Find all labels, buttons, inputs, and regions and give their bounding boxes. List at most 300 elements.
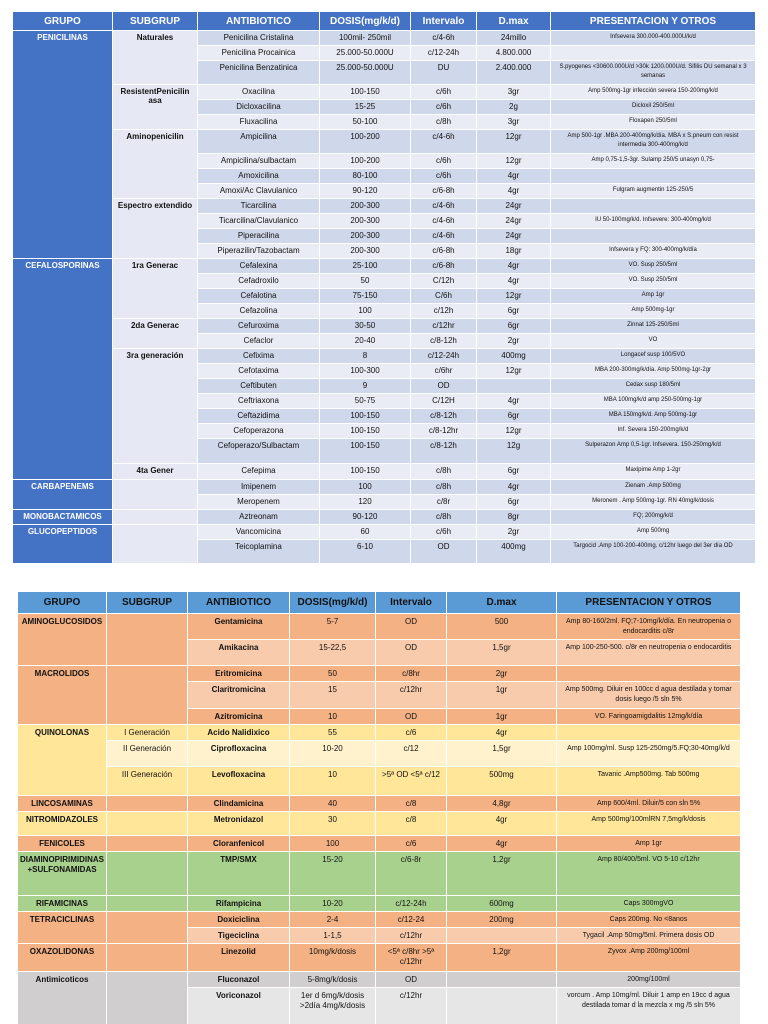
- dose: 1er d 6mg/k/dosis >2día 4mg/k/dosis: [290, 988, 376, 1024]
- max-dose: 4gr: [477, 169, 551, 184]
- dose: 100-300: [320, 364, 411, 379]
- dose: 200-300: [320, 214, 411, 229]
- subgroup-gen1: I Generación: [107, 725, 188, 741]
- max-dose: 6gr: [477, 304, 551, 319]
- presentation: Fulgram augmentin 125-250/5: [551, 184, 756, 199]
- antibiotic-name: Ticarcilina/Clavulanico: [198, 214, 320, 229]
- dose: 50-75: [320, 394, 411, 409]
- subgroup-empty: [107, 912, 188, 944]
- dose: 2-4: [290, 912, 376, 928]
- interval: c/8-12h: [411, 334, 477, 349]
- antibiotic-name: Ampicilina/sulbactam: [198, 154, 320, 169]
- interval: c/6h: [411, 169, 477, 184]
- max-dose: 18gr: [477, 244, 551, 259]
- interval: OD: [376, 640, 447, 666]
- dose: 100: [320, 304, 411, 319]
- dose: 90-120: [320, 184, 411, 199]
- dose: 50: [290, 666, 376, 682]
- table-row: [13, 480, 756, 495]
- max-dose: 600mg: [447, 896, 557, 912]
- interval: c/6h: [411, 85, 477, 100]
- header-presentacion: PRESENTACION Y OTROS: [557, 592, 741, 614]
- interval: C/12h: [411, 274, 477, 289]
- presentation: S.pyogenes <30600.000U/d >30k 1200.000U/d. Sifilis DU semanal x 3 semanas: [551, 61, 756, 85]
- presentation: VO: [551, 334, 756, 349]
- presentation: MBA 100mg/k/d amp 250-500mg-1gr: [551, 394, 756, 409]
- interval: >5ª OD <5ª c/12: [376, 767, 447, 796]
- header-grupo: GRUPO: [13, 12, 113, 31]
- presentation: Amp 1gr: [551, 289, 756, 304]
- header-dmax: D.max: [447, 592, 557, 614]
- subgroup-empty: [107, 896, 188, 912]
- antibiotic-name: Imipenem: [198, 480, 320, 495]
- dose: 40: [290, 796, 376, 812]
- interval: c/6: [376, 725, 447, 741]
- presentation: VO. Susp 250/5ml: [551, 274, 756, 289]
- presentation: IU 50-100mg/k/d. Infsevere: 300-400mg/k/d: [551, 214, 756, 229]
- presentation: [557, 725, 741, 741]
- antibiotic-name: Fluconazol: [188, 972, 290, 988]
- dose: 25.000-50.000U: [320, 46, 411, 61]
- max-dose: 2gr: [447, 666, 557, 682]
- presentation: Zinnat 125-250/5ml: [551, 319, 756, 334]
- antibiotic-name: Aztreonam: [198, 510, 320, 525]
- presentation: MBA 150mg/k/d. Amp 500mg-1gr: [551, 409, 756, 424]
- subgroup-gen1: 1ra Generac: [113, 259, 198, 319]
- presentation: [551, 169, 756, 184]
- interval: DU: [411, 61, 477, 85]
- dose: 5-8mg/k/dosis: [290, 972, 376, 988]
- interval: c/8h: [411, 115, 477, 130]
- interval: c/8hr: [376, 666, 447, 682]
- dose: 100-150: [320, 464, 411, 480]
- presentation: Amp 100-250-500. c/8r en neutropenia o endocarditis: [557, 640, 741, 666]
- header-antibiotico: ANTIBIOTICO: [188, 592, 290, 614]
- header-dosis: DOSIS(mg/k/d): [290, 592, 376, 614]
- dose: 100-200: [320, 154, 411, 169]
- antibiotic-name: Cefoperazona: [198, 424, 320, 439]
- antibiotic-name: Penicilina Cristalina: [198, 31, 320, 46]
- antibiotic-name: Meropenem: [198, 495, 320, 510]
- dose: 100-200: [320, 130, 411, 154]
- antibiotic-name: Dicloxacilina: [198, 100, 320, 115]
- max-dose: 12gr: [477, 364, 551, 379]
- interval: c/8h: [411, 480, 477, 495]
- max-dose: 6gr: [477, 495, 551, 510]
- antibiotic-name: Oxacilina: [198, 85, 320, 100]
- interval: c/12-24: [376, 912, 447, 928]
- subgroup-espectro: Espectro extendido: [113, 199, 198, 259]
- table-row: [18, 812, 741, 836]
- max-dose: [477, 379, 551, 394]
- antibiotic-name: Rifampicina: [188, 896, 290, 912]
- max-dose: 2gr: [477, 525, 551, 540]
- header-subgrup: SUBGRUP: [113, 12, 198, 31]
- header-subgrup: SUBGRUP: [107, 592, 188, 614]
- table-row: [13, 319, 756, 334]
- dose: 120: [320, 495, 411, 510]
- presentation: Caps 200mg. No <8anos: [557, 912, 741, 928]
- max-dose: 3gr: [477, 85, 551, 100]
- table-row: [18, 972, 741, 988]
- max-dose: 500: [447, 614, 557, 640]
- max-dose: 1,2gr: [447, 852, 557, 896]
- presentation: Tygacil .Amp 50mg/5ml. Primera dosis OD: [557, 928, 741, 944]
- antibiotic-name: Vancomicina: [198, 525, 320, 540]
- dose: 25.000-50.000U: [320, 61, 411, 85]
- interval: c/4-6h: [411, 214, 477, 229]
- antibiotic-name: Clindamicina: [188, 796, 290, 812]
- max-dose: 4gr: [447, 812, 557, 836]
- antibiotic-name: Cefuroxima: [198, 319, 320, 334]
- dose: 15: [290, 682, 376, 709]
- dose: 100-150: [320, 424, 411, 439]
- antibiotic-name: Ticarcilina: [198, 199, 320, 214]
- antibiotic-name: Linezolid: [188, 944, 290, 972]
- presentation: Amp 1gr: [557, 836, 741, 852]
- max-dose: 24gr: [477, 214, 551, 229]
- subgroup-gen2: 2da Generac: [113, 319, 198, 349]
- dose: 15-20: [290, 852, 376, 896]
- table-row: [13, 464, 756, 480]
- table-row: [18, 912, 741, 928]
- antibiotic-name: Tigeciclina: [188, 928, 290, 944]
- antibiotic-name: Amikacina: [188, 640, 290, 666]
- presentation: Caps 300mgVO: [557, 896, 741, 912]
- interval: c/4-6h: [411, 130, 477, 154]
- max-dose: 4gr: [477, 184, 551, 199]
- presentation: Inf. Severa 150-200mg/k/d: [551, 424, 756, 439]
- max-dose: 24millo: [477, 31, 551, 46]
- subgroup-empty: [113, 480, 198, 510]
- presentation: [557, 666, 741, 682]
- dose: 100mil- 250mil: [320, 31, 411, 46]
- table-row: [13, 31, 756, 46]
- dose: 10: [290, 709, 376, 725]
- subgroup-empty: [113, 510, 198, 525]
- group-macrolidos: MACROLIDOS: [18, 666, 107, 725]
- antibiotics-table-1: [12, 11, 756, 564]
- interval: c/6hr: [411, 364, 477, 379]
- antibiotic-name: Piperazilin/Tazobactam: [198, 244, 320, 259]
- dose: 9: [320, 379, 411, 394]
- antibiotic-name: Ceftazidima: [198, 409, 320, 424]
- table-header-row: [13, 12, 756, 31]
- presentation: MBA 200-300mg/k/día. Amp 500mg-1gr-2gr: [551, 364, 756, 379]
- dose: 8: [320, 349, 411, 364]
- table-row: [13, 510, 756, 525]
- interval: c/12hr: [376, 988, 447, 1024]
- interval: OD: [411, 379, 477, 394]
- dose: 5-7: [290, 614, 376, 640]
- antibiotic-name: Piperacilina: [198, 229, 320, 244]
- max-dose: 4gr: [477, 274, 551, 289]
- subgroup-empty: [107, 796, 188, 812]
- group-penicilinas: PENICILINAS: [13, 31, 113, 259]
- antibiotics-table-2: [17, 591, 741, 1024]
- max-dose: 6gr: [477, 319, 551, 334]
- max-dose: 1gr: [447, 709, 557, 725]
- dose: 80-100: [320, 169, 411, 184]
- presentation: [551, 46, 756, 61]
- presentation: Zyvox .Amp 200mg/100ml: [557, 944, 741, 972]
- subgroup-empty: [107, 836, 188, 852]
- interval: c/12hr: [411, 319, 477, 334]
- max-dose: 2gr: [477, 334, 551, 349]
- antibiotic-name: Metronidazol: [188, 812, 290, 836]
- presentation: Maxipime Amp 1-2gr: [551, 464, 756, 480]
- max-dose: 6gr: [477, 464, 551, 480]
- interval: OD: [376, 709, 447, 725]
- group-antimicoticos: Antimicoticos: [18, 972, 107, 1024]
- group-tetraciclinas: TETRACICLINAS: [18, 912, 107, 944]
- header-intervalo: Intervalo: [411, 12, 477, 31]
- table-row: [18, 614, 741, 640]
- presentation: Amp 500mg. Diluir en 100cc d agua destilada y tomar dosis luego /5 sln 5%: [557, 682, 741, 709]
- dose: 60: [320, 525, 411, 540]
- interval: c/6-8h: [411, 244, 477, 259]
- subgroup-empty: [107, 666, 188, 725]
- max-dose: 12g: [477, 439, 551, 464]
- dose: 20-40: [320, 334, 411, 349]
- dose: 10-20: [290, 741, 376, 767]
- dose: 30: [290, 812, 376, 836]
- interval: c/8r: [411, 495, 477, 510]
- max-dose: 12gr: [477, 289, 551, 304]
- antibiotic-name: Cefazolina: [198, 304, 320, 319]
- interval: c/8h: [411, 510, 477, 525]
- interval: c/4-6h: [411, 199, 477, 214]
- subgroup-gen3: III Generación: [107, 767, 188, 796]
- max-dose: 24gr: [477, 229, 551, 244]
- antibiotic-name: Ceftriaxona: [198, 394, 320, 409]
- presentation: Tavanic .Amp500mg. Tab 500mg: [557, 767, 741, 796]
- antibiotic-name: Cefadroxilo: [198, 274, 320, 289]
- max-dose: 2.400.000: [477, 61, 551, 85]
- interval: <5ª c/8hr >5ª c/12hr: [376, 944, 447, 972]
- dose: 15-25: [320, 100, 411, 115]
- antibiotic-name: Doxiciclina: [188, 912, 290, 928]
- interval: c/12h: [411, 304, 477, 319]
- interval: c/6-8h: [411, 184, 477, 199]
- antibiotic-name: Eritromicina: [188, 666, 290, 682]
- table-row: [18, 741, 741, 767]
- group-quinolonas: QUINOLONAS: [18, 725, 107, 796]
- presentation: Infsevera y FQ: 300-400mg/k/día: [551, 244, 756, 259]
- interval: C/12H: [411, 394, 477, 409]
- max-dose: 24gr: [477, 199, 551, 214]
- subgroup-empty: [107, 852, 188, 896]
- table-row: [13, 525, 756, 540]
- interval: c/12: [376, 741, 447, 767]
- interval: c/6-8h: [411, 259, 477, 274]
- dose: 100-150: [320, 85, 411, 100]
- table-row: [18, 767, 741, 796]
- max-dose: 12gr: [477, 154, 551, 169]
- dose: 30-50: [320, 319, 411, 334]
- antibiotic-name: Fluxacilina: [198, 115, 320, 130]
- group-diaminopirimidinas: DIAMINOPIRIMIDINAS+SULFONAMIDAS: [18, 852, 107, 896]
- interval: c/4-6h: [411, 229, 477, 244]
- max-dose: 1,5gr: [447, 640, 557, 666]
- header-dosis: DOSIS(mg/k/d): [320, 12, 411, 31]
- group-rifamicinas: RIFAMICINAS: [18, 896, 107, 912]
- presentation: Sulperazon Amp 0,5-1gr. Infsevera. 150-250mg/k/d: [551, 439, 756, 464]
- max-dose: 400mg: [477, 540, 551, 564]
- max-dose: 12gr: [477, 424, 551, 439]
- dose: 50: [320, 274, 411, 289]
- presentation: Amp 500-1gr .MBA 200-400mg/k/día. MBA x S.pneum con resist intermedia 300-400mg/k/d: [551, 130, 756, 154]
- table-row: [18, 725, 741, 741]
- group-lincosaminas: LINCOSAMINAS: [18, 796, 107, 812]
- group-fenicoles: FENICOLES: [18, 836, 107, 852]
- presentation: [551, 199, 756, 214]
- max-dose: 2g: [477, 100, 551, 115]
- antibiotic-name: Acido Nalidixico: [188, 725, 290, 741]
- dose: 90-120: [320, 510, 411, 525]
- presentation: Amp 80/400/5ml. VO 5-10 c/12hr: [557, 852, 741, 896]
- interval: c/8-12h: [411, 409, 477, 424]
- antibiotic-name: Cefepima: [198, 464, 320, 480]
- interval: OD: [376, 614, 447, 640]
- max-dose: 4gr: [447, 836, 557, 852]
- antibiotic-name: Cefoperazo/Sulbactam: [198, 439, 320, 464]
- antibiotic-name: Cefalotina: [198, 289, 320, 304]
- interval: c/6-8r: [376, 852, 447, 896]
- table-row: [18, 836, 741, 852]
- presentation: Amp 80-160/2ml. FQ;7-10mg/k/día. En neutropenia o endocarditis c/8r: [557, 614, 741, 640]
- header-antibiotico: ANTIBIOTICO: [198, 12, 320, 31]
- max-dose: 4gr: [477, 394, 551, 409]
- antibiotic-name: Amoxi/Ac Clavulanico: [198, 184, 320, 199]
- dose: 100-150: [320, 409, 411, 424]
- table-header-row: [18, 592, 741, 614]
- group-carbapenems: CARBAPENEMS: [13, 480, 113, 510]
- dose: 10mg/k/dosis: [290, 944, 376, 972]
- antibiotic-name: Teicoplamina: [198, 540, 320, 564]
- presentation: Dicloxil 250/5ml: [551, 100, 756, 115]
- interval: c/8-12h: [411, 439, 477, 464]
- dose: 200-300: [320, 199, 411, 214]
- dose: 15-22,5: [290, 640, 376, 666]
- max-dose: [447, 928, 557, 944]
- antibiotic-name: Ampicilina: [198, 130, 320, 154]
- interval: OD: [411, 540, 477, 564]
- dose: 55: [290, 725, 376, 741]
- max-dose: 3gr: [477, 115, 551, 130]
- header-dmax: D.max: [477, 12, 551, 31]
- max-dose: 1,5gr: [447, 741, 557, 767]
- presentation: VO. Faringoamigdalitis 12mg/k/día: [557, 709, 741, 725]
- dose: 10-20: [290, 896, 376, 912]
- presentation: Floxapen 250/5ml: [551, 115, 756, 130]
- subgroup-aminopenicilin: Aminopenicilin: [113, 130, 198, 199]
- antibiotic-name: Azitromicina: [188, 709, 290, 725]
- subgroup-empty: [113, 525, 198, 564]
- table-row: [18, 944, 741, 972]
- presentation: Infsevera 300.000-400.000U/k/d: [551, 31, 756, 46]
- presentation: Amp 500mg-1gr: [551, 304, 756, 319]
- max-dose: 4gr: [447, 725, 557, 741]
- dose: 200-300: [320, 229, 411, 244]
- table-row: [13, 259, 756, 274]
- interval: OD: [376, 972, 447, 988]
- group-monobactamicos: MONOBACTAMICOS: [13, 510, 113, 525]
- subgroup-resistent: ResistentPenicilin asa: [113, 85, 198, 130]
- subgroup-gen3: 3ra generación: [113, 349, 198, 464]
- interval: c/6: [376, 836, 447, 852]
- interval: c/12hr: [376, 928, 447, 944]
- interval: c/6h: [411, 154, 477, 169]
- interval: c/12-24h: [411, 349, 477, 364]
- table-row: [18, 796, 741, 812]
- interval: c/8-12hr: [411, 424, 477, 439]
- header-intervalo: Intervalo: [376, 592, 447, 614]
- interval: c/4-6h: [411, 31, 477, 46]
- max-dose: 1,2gr: [447, 944, 557, 972]
- header-grupo: GRUPO: [18, 592, 107, 614]
- max-dose: 4,8gr: [447, 796, 557, 812]
- antibiotic-name: Cefaclor: [198, 334, 320, 349]
- presentation: Amp 500mg/100mlRN 7,5mg/k/dosis: [557, 812, 741, 836]
- subgroup-gen2: II Generación: [107, 741, 188, 767]
- max-dose: 200mg: [447, 912, 557, 928]
- dose: 25-100: [320, 259, 411, 274]
- dose: 100-150: [320, 439, 411, 464]
- antibiotic-name: Gentamicina: [188, 614, 290, 640]
- dose: 6-10: [320, 540, 411, 564]
- presentation: Amp 0,75-1,5-3gr. Sulamp 250/5 unasyn 0,75-: [551, 154, 756, 169]
- antibiotic-name: Penicilina Benzatinica: [198, 61, 320, 85]
- subgroup-gen4: 4ta Gener: [113, 464, 198, 480]
- presentation: Amp 600/4ml. Diluir/5 con sln 5%: [557, 796, 741, 812]
- subgroup-empty: [107, 972, 188, 1024]
- max-dose: 400mg: [477, 349, 551, 364]
- antibiotic-name: Ceftibuten: [198, 379, 320, 394]
- interval: C/6h: [411, 289, 477, 304]
- table-row: [13, 130, 756, 154]
- presentation: Amp 100mg/ml. Susp 125-250mg/5.FQ;30-40mg/k/d: [557, 741, 741, 767]
- presentation: Amp 500mg-1gr infección severa 150-200mg/k/d: [551, 85, 756, 100]
- presentation: Zienam .Amp 500mg: [551, 480, 756, 495]
- table-row: [13, 199, 756, 214]
- interval: c/12-24h: [376, 896, 447, 912]
- presentation: Meronem . Amp 500mg-1gr. RN 40mg/k/dosis: [551, 495, 756, 510]
- interval: c/12hr: [376, 682, 447, 709]
- presentation: [551, 229, 756, 244]
- dose: 75-150: [320, 289, 411, 304]
- antibiotic-name: Penicilina Procainica: [198, 46, 320, 61]
- presentation: Longacef susp 100/5VO: [551, 349, 756, 364]
- interval: c/8h: [411, 464, 477, 480]
- interval: c/6h: [411, 525, 477, 540]
- table-row: [18, 666, 741, 682]
- presentation: VO. Susp 250/5ml: [551, 259, 756, 274]
- max-dose: [447, 972, 557, 988]
- group-cefalosporinas: CEFALOSPORINAS: [13, 259, 113, 480]
- antibiotic-name: Cloranfenicol: [188, 836, 290, 852]
- antibiotic-name: Amoxicilina: [198, 169, 320, 184]
- table-row: [18, 896, 741, 912]
- subgroup-naturales: Naturales: [113, 31, 198, 85]
- table-row: [18, 852, 741, 896]
- group-oxazolidonas: OXAZOLIDONAS: [18, 944, 107, 972]
- presentation: 200mg/100ml: [557, 972, 741, 988]
- presentation: Amp 500mg: [551, 525, 756, 540]
- group-glucopeptidos: GLUCOPEPTIDOS: [13, 525, 113, 564]
- antibiotic-name: Cefixima: [198, 349, 320, 364]
- dose: 100: [320, 480, 411, 495]
